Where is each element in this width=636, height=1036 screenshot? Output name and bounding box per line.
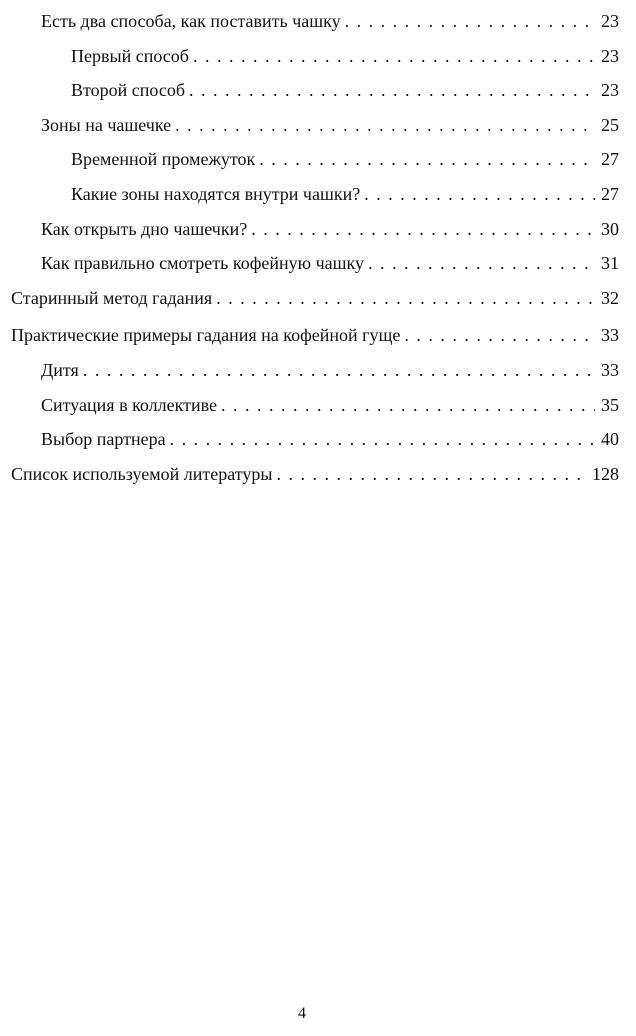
toc-entry[interactable] (0, 388, 636, 423)
toc-entry-page: 32 (601, 287, 619, 308)
toc-entry-page: 30 (601, 218, 619, 239)
toc-entry-title: Практические примеры гадания на кофейной гуще (11, 325, 401, 346)
table-of-contents (0, 4, 636, 491)
toc-entry-page: 40 (601, 429, 619, 450)
dot-leader (276, 457, 586, 492)
dot-leader (83, 353, 595, 388)
toc-entry[interactable] (0, 142, 636, 177)
toc-entry-title: Первый способ (71, 45, 189, 66)
toc-entry-page: 33 (601, 325, 619, 346)
toc-entry-title: Как правильно смотреть кофейную чашку (41, 253, 364, 274)
toc-entry[interactable] (0, 281, 636, 316)
toc-entry-title: Какие зоны находятся внутри чашки? (71, 183, 361, 204)
toc-entry-page: 31 (601, 253, 619, 274)
dot-leader (221, 388, 595, 423)
toc-entry-page: 25 (601, 114, 619, 135)
dot-leader (189, 73, 595, 108)
dot-leader (259, 142, 595, 177)
toc-entry[interactable] (0, 422, 636, 457)
page-number: 4 (298, 1005, 306, 1022)
dot-leader (345, 4, 595, 39)
toc-entry[interactable] (0, 39, 636, 74)
toc-entry-page: 35 (601, 394, 619, 415)
toc-entry[interactable] (0, 246, 636, 281)
toc-entry-title: Выбор партнера (41, 429, 166, 450)
toc-entry[interactable] (0, 353, 636, 388)
toc-entry-page: 23 (601, 11, 619, 31)
toc-entry-title: Зоны на чашечке (41, 114, 172, 135)
toc-entry-title: Второй способ (71, 80, 185, 101)
toc-entry-title: Есть два способа, как поставить чашку (41, 11, 341, 31)
toc-entry[interactable] (0, 457, 636, 492)
toc-entry[interactable] (0, 318, 636, 353)
dot-leader (251, 212, 595, 247)
toc-entry-title: Как открыть дно чашечки? (41, 218, 248, 239)
toc-entry[interactable] (0, 73, 636, 108)
toc-entry[interactable] (0, 177, 636, 212)
dot-leader (175, 108, 595, 143)
toc-entry-page: 23 (601, 45, 619, 66)
toc-entry-page: 27 (601, 149, 619, 170)
toc-entry-title: Временной промежуток (71, 149, 256, 170)
toc-entry[interactable] (0, 108, 636, 143)
toc-entry-title: Ситуация в коллективе (41, 394, 218, 415)
toc-entry-title: Дитя (41, 359, 79, 380)
dot-leader (364, 177, 595, 212)
dot-leader (193, 39, 595, 74)
toc-entry[interactable] (0, 4, 636, 39)
dot-leader (404, 318, 595, 353)
toc-entry-page: 23 (601, 80, 619, 101)
toc-entry-page: 128 (592, 463, 619, 484)
dot-leader (216, 281, 595, 316)
dot-leader (368, 246, 595, 281)
dot-leader (170, 422, 595, 457)
toc-entry[interactable] (0, 212, 636, 247)
toc-entry-page: 33 (601, 359, 619, 380)
toc-entry-title: Список используемой литературы (11, 463, 273, 484)
toc-entry-page: 27 (601, 183, 619, 204)
toc-entry-title: Старинный метод гадания (11, 287, 213, 308)
